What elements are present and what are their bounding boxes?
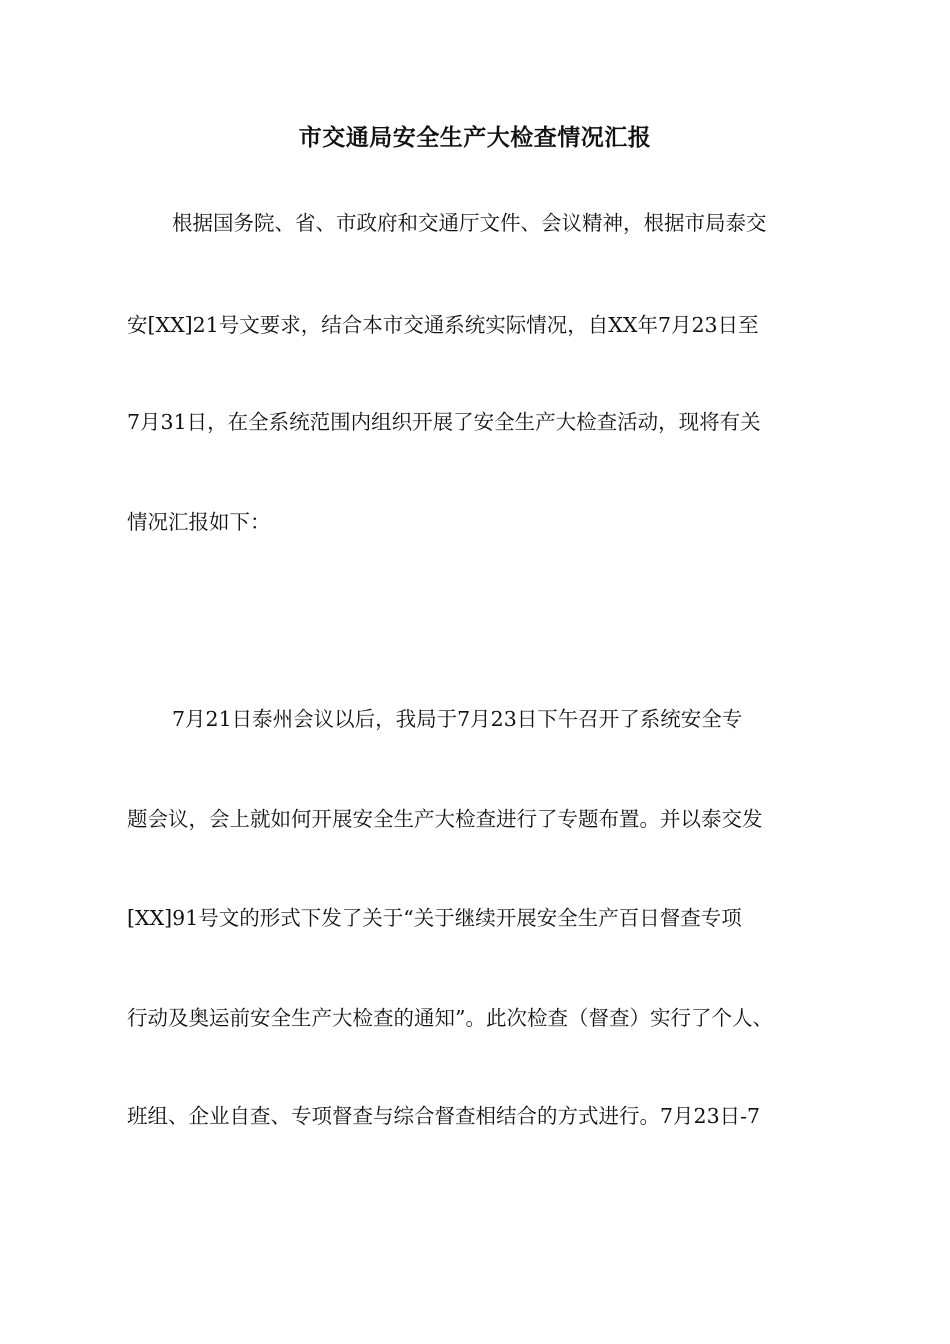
document-title: 市交通局安全生产大检查情况汇报 — [298, 125, 652, 151]
paragraph-2-line-5: 班组、企业自查、专项督查与综合督查相结合的方式进行。7月23日-7 — [127, 1104, 761, 1128]
paragraph-2-line-1: 7月21日泰州会议以后，我局于7月23日下午召开了系统安全专 — [172, 707, 743, 731]
paragraph-1-line-1: 根据国务院、省、市政府和交通厅文件、会议精神，根据市局泰交 — [172, 211, 767, 235]
paragraph-2-line-3: [XX]91号文的形式下发了关于“关于继续开展安全生产百日督查专项 — [127, 906, 742, 930]
paragraph-2-line-2: 题会议，会上就如何开展安全生产大检查进行了专题布置。并以泰交发 — [127, 807, 763, 831]
paragraph-1-line-4: 情况汇报如下： — [127, 510, 271, 534]
paragraph-2-line-4: 行动及奥运前安全生产大检查的通知”。此次检查（督查）实行了个人、 — [127, 1006, 773, 1030]
paragraph-1-line-3: 7月31日，在全系统范围内组织开展了安全生产大检查活动，现将有关 — [127, 410, 761, 434]
paragraph-1-line-2: 安[XX]21号文要求，结合本市交通系统实际情况，自XX年7月23日至 — [127, 313, 759, 337]
